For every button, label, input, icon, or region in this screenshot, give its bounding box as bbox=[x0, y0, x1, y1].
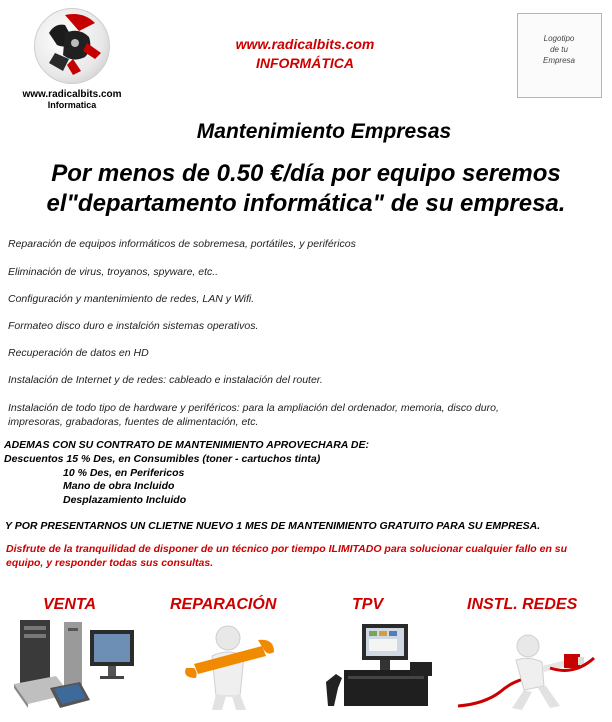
site-subtitle: INFORMÁTICA bbox=[256, 55, 354, 71]
service-item-continued: impresoras, grabadoras, fuentes de alimentación, etc. bbox=[8, 416, 259, 428]
company-logo bbox=[34, 8, 110, 84]
service-item: Reparación de equipos informáticos de sobremesa, portátiles, y periféricos bbox=[8, 238, 356, 250]
computers-icon[interactable] bbox=[6, 616, 146, 712]
headline-line-1: Por menos de 0.50 €/día por equipo seremos bbox=[51, 160, 561, 187]
category-label-tpv[interactable]: TPV bbox=[352, 596, 384, 613]
service-item: Configuración y mantenimiento de redes, LAN y Wifi. bbox=[8, 293, 255, 305]
logo-subtitle: Informatica bbox=[47, 100, 97, 110]
offer-heading: ADEMAS CON SU CONTRATO DE MANTENIMIENTO APROVECHARA DE: bbox=[4, 439, 369, 451]
offer-item: Mano de obra Incluido bbox=[63, 480, 175, 492]
offer-item: Desplazamiento Incluido bbox=[63, 494, 187, 506]
promo-text: Y POR PRESENTARNOS UN CLIETNE NUEVO 1 MES DE MANTENIMIENTO GRATUITO PARA SU EMPRESA. bbox=[5, 520, 541, 532]
category-label-reparacion[interactable]: REPARACIÓN bbox=[170, 596, 277, 613]
service-item: Instalación de todo tipo de hardware y periféricos: para la ampliación del ordenador, memoria, disco duro, bbox=[8, 402, 499, 414]
category-label-redes[interactable]: INSTL. REDES bbox=[467, 596, 578, 613]
logo-url-text: www.radicalbits.com bbox=[22, 89, 122, 100]
logo-placeholder-text: Logotipo de tu Empresa bbox=[542, 34, 575, 65]
pos-terminal-icon[interactable] bbox=[318, 616, 446, 712]
offer-item: Descuentos 15 % Des, en Consumibles (toner - cartuchos tinta) bbox=[4, 453, 321, 465]
service-item: Recuperación de datos en HD bbox=[8, 347, 149, 359]
disfrute-line-2: equipo, y responder todas sus consultas. bbox=[6, 557, 214, 569]
category-label-venta[interactable]: VENTA bbox=[43, 596, 97, 613]
service-item: Instalación de Internet y de redes: cableado e instalación del router. bbox=[8, 374, 323, 386]
site-url[interactable]: www.radicalbits.com bbox=[235, 36, 375, 52]
service-item: Formateo disco duro e instalción sistemas operativos. bbox=[8, 320, 259, 332]
page-title: Mantenimiento Empresas bbox=[196, 120, 452, 143]
logo-figure-icon bbox=[35, 9, 109, 83]
network-cable-figure-icon[interactable] bbox=[454, 616, 604, 712]
headline-line-2: el"departamento informática" de su empresa. bbox=[46, 190, 566, 217]
wrench-figure-icon[interactable] bbox=[176, 616, 286, 712]
service-item: Eliminación de virus, troyanos, spyware, etc.. bbox=[8, 266, 219, 278]
offer-item: 10 % Des, en Perifericos bbox=[63, 467, 185, 479]
disfrute-line-1: Disfrute de la tranquilidad de disponer de un técnico por tiempo ILIMITADO para solucionar cualquier fallo en su bbox=[6, 543, 568, 555]
